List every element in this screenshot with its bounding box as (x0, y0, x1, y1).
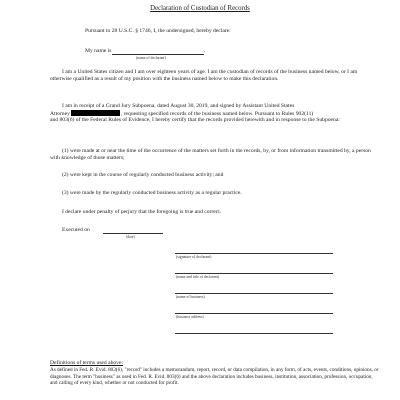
document-title: Declaration of Custodian of Records (150, 5, 250, 12)
business-address-line (175, 313, 333, 314)
signature-line (175, 253, 333, 254)
name-title-line (175, 273, 333, 274)
definitions-body: As defined in Fed. R. Evid. 803(6), "record" includes a memorandum, report, record, or data compilation, in any form, of acts, events, conditions, opinions, or diagnoses. The term "business" as used in Fed. R. Evid. 803(6) and the above declaration includes business, institution, association, profession, occupation, and calling of every kind, whether or not conducted for profit. (50, 367, 379, 387)
business-name-line (175, 293, 333, 294)
perjury-statement: I declare under penalty of perjury that the foregoing is true and correct. (62, 209, 222, 215)
subpoena-line-2-end: , requesting specified records of the business named below. Pursuant to Rules 902(11) (120, 111, 314, 117)
name-period: . (204, 48, 206, 54)
definitions-heading: Definitions of terms used above: (50, 360, 124, 366)
signature-caption: (signature of declarant) (176, 255, 212, 259)
item-2: (2) were kept in the course of regularly conducted business activity; and (62, 172, 224, 178)
name-title-caption: (name and title of declarant) (176, 275, 220, 279)
name-blank-line (112, 54, 204, 55)
name-caption: (name of declarant) (136, 56, 166, 60)
business-address-caption: (business address) (176, 315, 204, 319)
name-label: My name is (85, 48, 112, 54)
business-name-caption: (name of business) (176, 295, 205, 299)
item-1: (1) were made at or near the time of the occurrence of the matters set forth in the records, by, or from information transmitted by, a person with knowledge of those matters; (50, 148, 371, 162)
citizen-paragraph: I am a United States citizen and I am over eighteen years of age. I am the custodian of records of the business named below, or I am otherwise qualified as a result of my position with the business named below to make this declaration. (50, 69, 358, 83)
address-extra-line (175, 333, 333, 334)
date-caption: (date) (126, 235, 135, 239)
subpoena-line-1: I am in receipt of a Grand Jury Subpoena, dated August 30, 2019, and signed by Assistant United States (62, 103, 295, 109)
subpoena-rest: and 803(6) of the Federal Rules of Evidence, I hereby certify that the records provided herewith and in response to the Subpoena: (50, 117, 340, 123)
date-blank-line (103, 233, 163, 234)
intro-statement: Pursuant to 28 U.S.C. § 1746, I, the undersigned, hereby declare: (85, 28, 231, 34)
subpoena-attorney-label: Attorney (50, 111, 70, 117)
redaction-bar (71, 110, 120, 116)
executed-label: Executed on (62, 227, 90, 233)
item-3: (3) were made by the regularly conducted business activity as a regular practice. (62, 190, 242, 196)
